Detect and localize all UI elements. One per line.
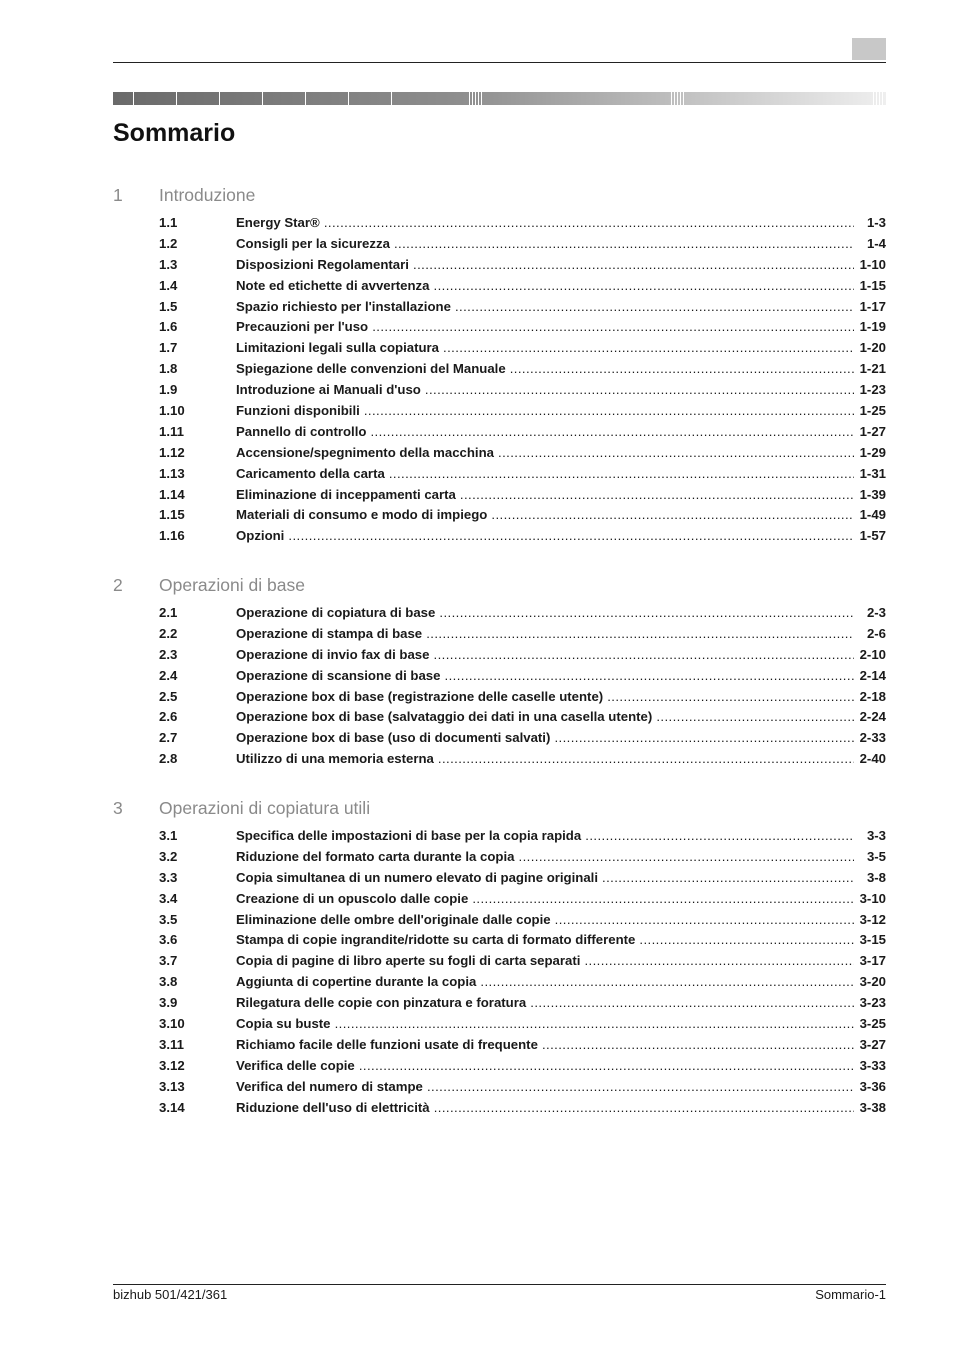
entry-title: Funzioni disponibili .....: [236, 403, 854, 418]
entry-number: 1.2: [159, 235, 178, 251]
toc-entry[interactable]: [113, 730, 886, 751]
toc-entry[interactable]: [113, 445, 886, 466]
toc-entry[interactable]: [113, 751, 886, 772]
header-corner-box: [852, 38, 886, 60]
entry-title: Accensione/spegnimento della macchina .....: [236, 445, 854, 460]
toc-entry[interactable]: [113, 891, 886, 912]
entry-title: Operazione di copiatura di base .....: [236, 605, 854, 620]
entry-number: 3.14: [159, 1099, 185, 1115]
entry-number: 1.3: [159, 256, 178, 272]
header-rule: [113, 62, 886, 63]
entry-number: 1.7: [159, 340, 178, 356]
toc-entry[interactable]: [113, 828, 886, 849]
entry-page: 1-39: [859, 486, 886, 502]
entry-number: 1.14: [159, 486, 185, 502]
entry-number: 3.12: [159, 1057, 185, 1073]
entry-number: 1.9: [159, 382, 178, 398]
chapter-title[interactable]: Operazioni di copiatura utili: [159, 797, 371, 818]
entry-number: 3.13: [159, 1078, 185, 1094]
entry-title: Operazione box di base (registrazione delle caselle utente) .....: [236, 689, 854, 704]
footer-rule: [113, 1284, 886, 1285]
entry-page: 3-25: [859, 1016, 886, 1032]
chapter-heading: [113, 181, 886, 209]
entry-number: 1.4: [159, 277, 178, 293]
entry-page: 3-23: [859, 995, 886, 1011]
entry-title: Aggiunta di copertine durante la copia .....: [236, 974, 854, 989]
chapter-2: [113, 571, 886, 772]
entry-title: Eliminazione di inceppamenti carta .....: [236, 487, 854, 502]
entry-title: Richiamo facile delle funzioni usate di frequente .....: [236, 1037, 854, 1052]
entry-title: Riduzione del formato carta durante la copia .....: [236, 849, 854, 864]
chapter-1: [113, 181, 886, 549]
entry-number: 3.5: [159, 911, 178, 927]
entry-number: 1.1: [159, 215, 178, 230]
chapter-title[interactable]: Operazioni di base: [159, 574, 305, 595]
entry-number: 3.2: [159, 848, 178, 864]
entry-number: 3.11: [159, 1036, 184, 1052]
chapter-number: 3: [113, 797, 123, 818]
entry-page: 2-33: [859, 730, 886, 746]
entry-number: 3.9: [159, 995, 178, 1011]
entry-title: Consigli per la sicurezza .....: [236, 236, 854, 251]
entry-title: Precauzioni per l'uso .....: [236, 319, 854, 334]
entry-title: Operazione box di base (uso di documenti salvati) .....: [236, 730, 854, 745]
entry-title: Introduzione ai Manuali d'uso .....: [236, 382, 854, 397]
entry-number: 1.5: [159, 298, 178, 314]
entry-title: Copia di pagine di libro aperte su fogli di carta separati .....: [236, 953, 854, 968]
toc-entry[interactable]: [113, 626, 886, 647]
entry-page: 3-38: [859, 1099, 886, 1115]
footer-product-name: bizhub 501/421/361: [113, 1287, 228, 1302]
entry-title: Spiegazione delle convenzioni del Manuale .....: [236, 361, 854, 376]
entry-page: 2-40: [859, 751, 886, 767]
entry-page: 3-27: [859, 1036, 886, 1052]
entry-number: 2.5: [159, 688, 178, 704]
entry-number: 1.16: [159, 528, 185, 544]
toc-entry[interactable]: [113, 647, 886, 668]
toc-entry[interactable]: [113, 215, 886, 236]
entry-number: 2.3: [159, 646, 178, 662]
entry-title: Creazione di un opuscolo dalle copie .....: [236, 891, 854, 906]
entry-title: Energy Star® .....: [236, 215, 854, 230]
entry-page: 1-3: [866, 215, 886, 230]
toc-entry[interactable]: [113, 974, 886, 995]
entry-page: 1-17: [859, 298, 886, 314]
entry-number: 3.4: [159, 890, 178, 906]
toc-entry[interactable]: [113, 932, 886, 953]
decorative-header-bar: [113, 92, 886, 105]
entry-number: 2.7: [159, 730, 178, 746]
toc-entry[interactable]: [113, 319, 886, 340]
entry-title: Note ed etichette di avvertenza .....: [236, 278, 854, 293]
toc-entry[interactable]: [113, 236, 886, 257]
toc-entry[interactable]: [113, 1079, 886, 1100]
entry-number: 1.6: [159, 319, 178, 335]
entry-page: 2-10: [859, 646, 886, 662]
toc-entry[interactable]: [113, 953, 886, 974]
toc-entry[interactable]: [113, 668, 886, 689]
entry-list: [113, 828, 886, 1120]
entry-page: 2-3: [866, 605, 886, 620]
footer-page-number: Sommario-1: [815, 1287, 886, 1302]
entry-title: Caricamento della carta .....: [236, 466, 854, 481]
entry-number: 3.7: [159, 953, 178, 969]
entry-page: 1-57: [859, 528, 886, 544]
entry-page: 3-5: [866, 848, 886, 864]
entry-number: 1.12: [159, 444, 185, 460]
entry-page: 3-36: [859, 1078, 886, 1094]
chapter-heading: [113, 794, 886, 822]
entry-title: Operazione box di base (salvataggio dei dati in una casella utente) .....: [236, 709, 854, 724]
toc-entry[interactable]: [113, 689, 886, 710]
entry-number: 3.8: [159, 974, 178, 990]
toc-entry[interactable]: [113, 709, 886, 730]
entry-page: 2-24: [859, 709, 886, 725]
entry-page: 1-21: [859, 361, 886, 377]
toc-entry[interactable]: [113, 912, 886, 933]
entry-number: 3.6: [159, 932, 178, 948]
entry-page: 1-15: [859, 277, 886, 293]
entry-title: Operazione di invio fax di base .....: [236, 647, 854, 662]
entry-title: Pannello di controllo .....: [236, 424, 854, 439]
entry-number: 1.13: [159, 465, 185, 481]
entry-title: Rilegatura delle copie con pinzatura e foratura .....: [236, 995, 854, 1010]
entry-title: Copia su buste .....: [236, 1016, 854, 1031]
toc-entry[interactable]: [113, 605, 886, 626]
entry-title: Riduzione dell'uso di elettricità .....: [236, 1100, 854, 1115]
entry-page: 3-17: [859, 953, 886, 969]
entry-page: 3-12: [859, 911, 886, 927]
entry-page: 1-23: [859, 382, 886, 398]
entry-page: 1-10: [859, 256, 886, 272]
toc-entry[interactable]: [113, 507, 886, 528]
toc-entry[interactable]: [113, 1100, 886, 1121]
toc-entry[interactable]: [113, 487, 886, 508]
entry-title: Utilizzo di una memoria esterna .....: [236, 751, 854, 766]
entry-page: 3-10: [859, 890, 886, 906]
entry-number: 2.4: [159, 667, 178, 683]
entry-title: Stampa di copie ingrandite/ridotte su carta di formato differente .....: [236, 932, 854, 947]
entry-title: Verifica delle copie .....: [236, 1058, 854, 1073]
chapter-heading: [113, 571, 886, 599]
entry-title: Operazione di stampa di base .....: [236, 626, 854, 641]
entry-page: 1-27: [859, 423, 886, 439]
chapter-title[interactable]: Introduzione: [159, 184, 256, 205]
toc-entry[interactable]: [113, 361, 886, 382]
toc-entry[interactable]: [113, 278, 886, 299]
entry-page: 1-31: [859, 465, 886, 481]
toc-entry[interactable]: [113, 382, 886, 403]
toc-entry[interactable]: [113, 849, 886, 870]
toc-entry[interactable]: [113, 257, 886, 278]
entry-page: 3-8: [866, 869, 886, 885]
toc-entry[interactable]: [113, 995, 886, 1016]
entry-number: 2.1: [159, 605, 178, 620]
toc-entry[interactable]: [113, 424, 886, 445]
toc-entry[interactable]: [113, 870, 886, 891]
entry-list: [113, 215, 886, 549]
entry-title: Spazio richiesto per l'installazione .....: [236, 299, 854, 314]
entry-page: 3-3: [866, 828, 886, 843]
entry-title: Opzioni .....: [236, 528, 854, 543]
entry-number: 1.15: [159, 507, 185, 523]
entry-page: 1-25: [859, 403, 886, 419]
toc-entry[interactable]: [113, 299, 886, 320]
entry-title: Operazione di scansione di base .....: [236, 668, 854, 683]
toc-entry[interactable]: [113, 1058, 886, 1079]
entry-page: 1-19: [859, 319, 886, 335]
entry-number: 3.3: [159, 869, 178, 885]
entry-number: 2.8: [159, 751, 178, 767]
entry-number: 2.6: [159, 709, 178, 725]
entry-number: 1.8: [159, 361, 178, 377]
entry-title: Eliminazione delle ombre dell'originale dalle copie .....: [236, 912, 854, 927]
entry-number: 1.11: [159, 423, 184, 439]
entry-title: Copia simultanea di un numero elevato di pagine originali .....: [236, 870, 854, 885]
entry-page: 1-20: [859, 340, 886, 356]
entry-page: 1-49: [859, 507, 886, 523]
page-title: Sommario: [113, 119, 236, 147]
entry-title: Specifica delle impostazioni di base per la copia rapida .....: [236, 828, 854, 843]
chapter-3: [113, 794, 886, 1120]
entry-title: Limitazioni legali sulla copiatura .....: [236, 340, 854, 355]
entry-number: 3.10: [159, 1016, 185, 1032]
toc-entry[interactable]: [113, 466, 886, 487]
toc-entry[interactable]: [113, 340, 886, 361]
entry-title: Verifica del numero di stampe .....: [236, 1079, 854, 1094]
entry-title: Disposizioni Regolamentari .....: [236, 257, 854, 272]
toc-entry[interactable]: [113, 403, 886, 424]
entry-title: Materiali di consumo e modo di impiego .....: [236, 507, 854, 522]
toc-entry[interactable]: [113, 1016, 886, 1037]
entry-page: 1-29: [859, 444, 886, 460]
entry-page: 2-18: [859, 688, 886, 704]
entry-page: 1-4: [866, 235, 886, 251]
entry-page: 2-14: [859, 667, 886, 683]
entry-page: 2-6: [866, 625, 886, 641]
entry-page: 3-15: [859, 932, 886, 948]
chapter-number: 1: [113, 184, 123, 205]
chapter-number: 2: [113, 574, 123, 595]
entry-page: 3-33: [859, 1057, 886, 1073]
entry-page: 3-20: [859, 974, 886, 990]
entry-number: 3.1: [159, 828, 178, 843]
toc-entry[interactable]: [113, 528, 886, 549]
entry-list: [113, 605, 886, 772]
entry-number: 1.10: [159, 403, 185, 419]
entry-number: 2.2: [159, 625, 178, 641]
toc-entry[interactable]: [113, 1037, 886, 1058]
